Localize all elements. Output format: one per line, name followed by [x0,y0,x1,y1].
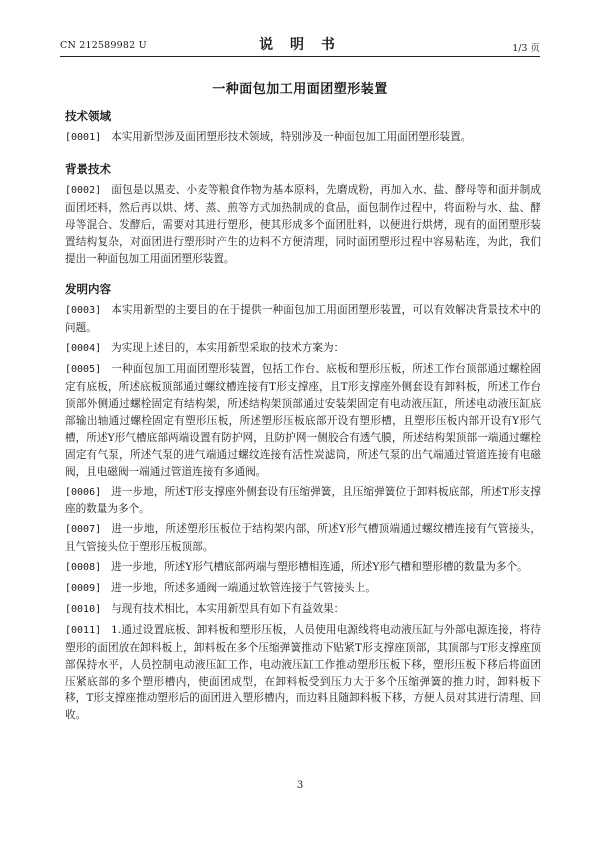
paragraph [65,361,541,480]
paragraph-text: 进一步地，所述T形支撑座外侧套设有压缩弹簧，且压缩弹簧位于卸料板底部，所述T形支撑座的数量为多个。 [65,485,541,516]
paragraph [65,182,541,268]
paragraph [65,129,541,147]
document-body [65,108,541,738]
paragraph-text: 面包是以黑麦、小麦等粮食作物为基本原料，先磨成粉，再加入水、盐、酵母等和面并制成面团坯料，然后再以烘、烤、蒸、煎等方式加热制成的食品，面包制作过程中，将面粉与水、盐、酵母等混合、发酵后，需要对其进行塑形，使其形成多个面团肚料，以便进行烘烤，现有的面团塑形装置结构复杂，对面团进行塑形时产生的边料不方便清理，同时面团塑形过程中容易粘连，为此，我们提出一种面包加工用面团塑形装置。 [65,183,541,265]
paragraph-number: [0004] [65,343,102,355]
paragraph [65,340,541,358]
document-type: 说 明 书 [259,37,341,53]
section-summary [65,281,541,724]
paragraph-number: [0011] [65,624,102,636]
section-heading: 背景技术 [65,161,111,176]
paragraph-text: 进一步地，所述塑形压板位于结构架内部，所述Y形气槽顶端通过螺纹槽连接有气管接头，且气管接头位于塑形压板顶部。 [65,523,541,554]
paragraph-number: [0007] [65,524,102,536]
page-indicator: 1/3 页 [512,43,540,54]
paragraph-number: [0002] [65,184,102,196]
paragraph [65,601,541,619]
paragraph [65,559,541,577]
paragraph-text: 本实用新型的主要目的在于提供一种面包加工用面团塑形装置，可以有效解决背景技术中的问题。 [65,304,541,335]
page-number: 3 [296,780,304,791]
paragraph-number: [0001] [65,132,102,143]
paragraph-text: 1.通过设置底板、卸料板和塑形压板，人员使用电源线将电动液压缸与外部电源连接，将待塑形的面团放在卸料板上，卸料板在多个压缩弹簧推动下贴紧T形支撑座顶部，其顶部与T形支撑座顶部保持水平，人员控制电动液压缸工作，电动液压缸工作推动塑形压板下移，塑形压板下移后将面团压紧底部的多个塑形槽内，使面团成型，在卸料板受到压力大于多个压缩弹簧的推力时，卸料板下移，T形支撑座推动塑形后的面团进入塑形槽内，而边料且随卸料板下移，方便人员对其进行清理、回收。 [65,623,541,722]
page-header [60,34,540,57]
paragraph [65,521,541,556]
paragraph-text: 与现有技术相比，本实用新型具有如下有益效果： [111,602,345,615]
paragraph-text: 一种面包加工用面团塑形装置，包括工作台、底板和塑形压板，所述工作台顶部通过螺栓固定有底板，所述底板顶部通过螺纹槽连接有T形支撑座，且T形支撑座外侧套设有卸料板，所述工作台顶部外侧通过螺栓固定有结构架，所述结构架顶部通过安装架固定有电动液压缸，所述电动液压缸底部输出轴通过螺栓固定有塑形压板，所述塑形压板底部开设有塑形槽，且塑形压板内部开设有Y形气槽，所述Y形气槽底部两端设置有防护网，且防护网一侧胶合有透气膜，所述结构架顶部一端通过螺栓固定有气泵，所述气泵的进气端通过螺纹连接有活性炭滤筒，所述气泵的出气端通过管道连接有电磁阀，且电磁阀一端通过管道连接有多通阀。 [65,363,541,478]
paragraph [65,622,541,724]
paragraph [65,484,541,519]
paragraph [65,302,541,337]
paragraph-number: [0010] [65,603,102,615]
section-technical-field [65,108,541,147]
paragraph-number: [0003] [65,305,102,317]
section-background [65,161,541,268]
paragraph-number: [0009] [65,583,102,595]
paragraph-text: 为实现上述目的，本实用新型采取的技术方案为： [111,342,345,355]
paragraph-text: 进一步地，所述多通阀一端通过软管连接于气管接头上。 [111,582,376,595]
paragraph-text: 进一步地，所述Y形气槽底部两端与塑形槽相连通，所述Y形气槽和塑形槽的数量为多个。 [111,561,528,574]
paragraph-number: [0005] [65,364,102,376]
paragraph-number: [0008] [65,562,102,574]
section-heading: 技术领域 [65,109,111,123]
paragraph [65,580,541,598]
paragraph-text: 本实用新型涉及面团塑形技术领域，特别涉及一种面包加工用面团塑形装置。 [111,131,472,143]
document-title: 一种面包加工用面团塑形装置 [212,82,388,97]
section-heading: 发明内容 [65,282,111,297]
document-number: CN 212589982 U [60,40,147,51]
paragraph-number: [0006] [65,486,102,498]
